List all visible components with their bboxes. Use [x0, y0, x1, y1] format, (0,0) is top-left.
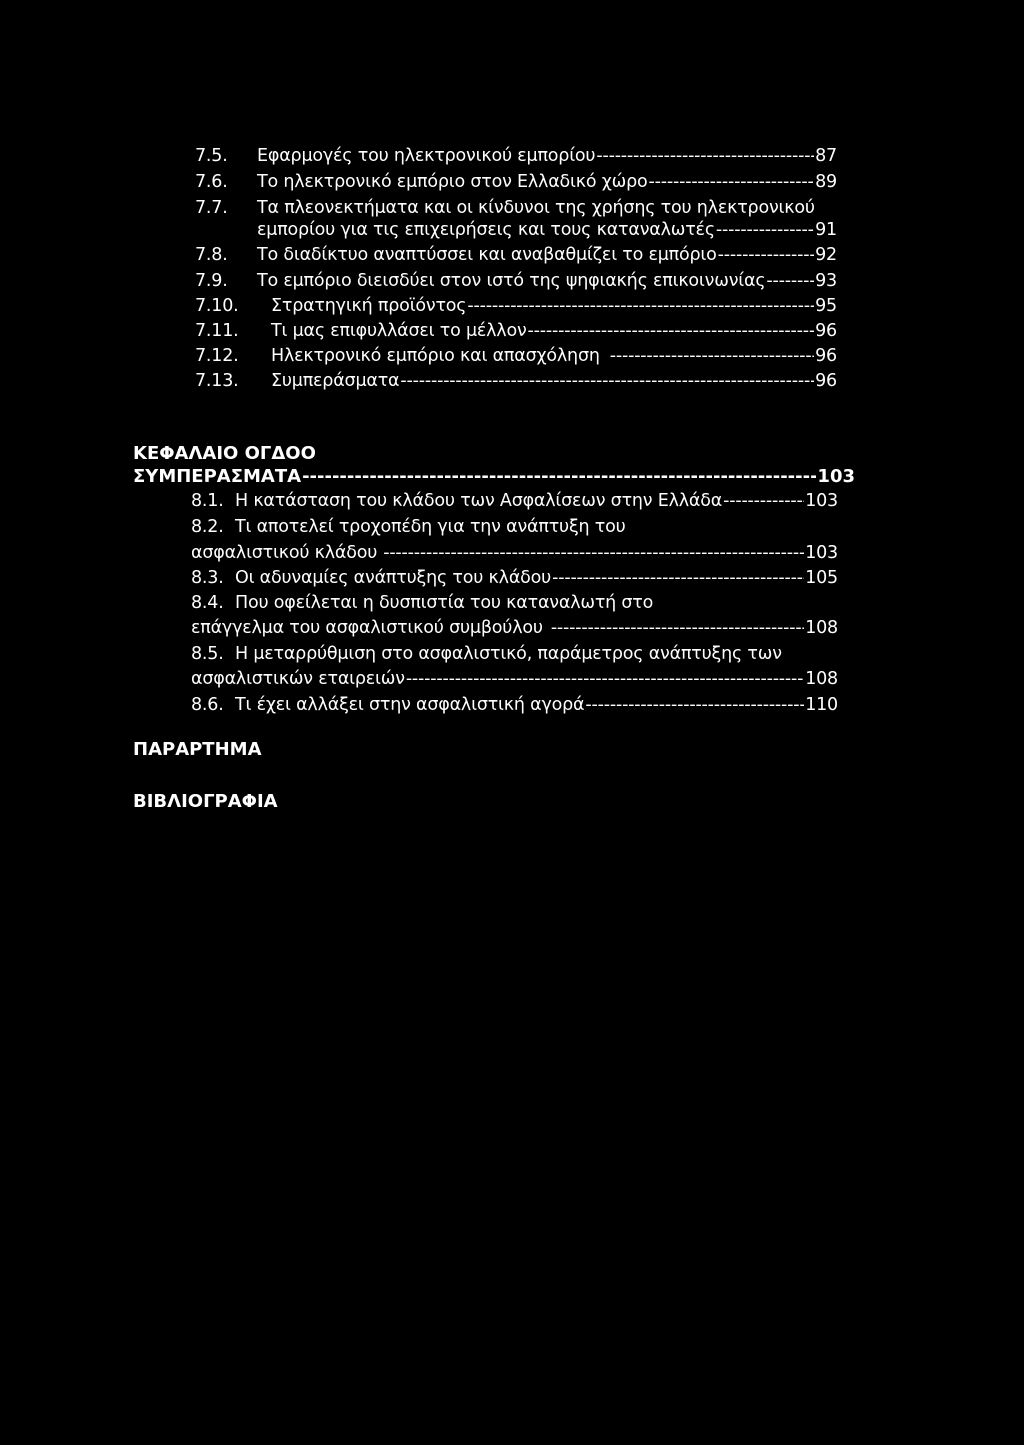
dot-leader [552, 570, 804, 588]
entry-number: 8.5. [191, 644, 224, 664]
dot-leader [649, 174, 815, 192]
page-number: 96 [815, 321, 837, 341]
entry-title: Στρατηγική προϊόντος [271, 296, 467, 316]
toc-entry-7-11[interactable] [195, 323, 837, 341]
dot-leader [716, 222, 814, 240]
page-number: 87 [815, 146, 837, 166]
page-number: 96 [815, 346, 837, 366]
bibliography-heading[interactable]: ΒΙΒΛΙΟΓΡΑΦΙΑ [133, 791, 278, 812]
dot-leader [406, 671, 804, 689]
entry-number: 7.12. [195, 346, 239, 366]
entry-number: 7.13. [195, 371, 239, 391]
dot-leader [467, 298, 814, 316]
page-number: 108 [805, 669, 838, 689]
page-number: 93 [815, 271, 837, 291]
appendix-heading[interactable]: ΠΑΡΑΡΤΗΜΑ [133, 739, 262, 760]
toc-entry-8-2[interactable] [191, 519, 838, 537]
dot-leader [610, 348, 814, 366]
entry-title-continued: ασφαλιστικών εταιρειών [191, 669, 405, 689]
page-number: 108 [805, 618, 838, 638]
page-number: 92 [815, 245, 837, 265]
toc-entry-7-7-cont[interactable] [257, 222, 837, 240]
entry-title: Η κατάσταση του κλάδου των Ασφαλίσεων στην Ελλάδα [235, 491, 723, 511]
chapter-title: ΣΥΜΠΕΡΑΣΜΑΤΑ [133, 466, 302, 487]
page-number: 96 [815, 371, 837, 391]
entry-number: 8.4. [191, 593, 224, 613]
dot-leader [596, 148, 814, 166]
entry-number: 7.10. [195, 296, 239, 316]
dot-leader [585, 697, 804, 715]
entry-title: Που οφείλεται η δυσπιστία του καταναλωτή στο [235, 593, 654, 613]
entry-title: Τι μας επιφυλλάσει το μέλλον [271, 321, 527, 341]
toc-entry-7-10[interactable] [195, 298, 837, 316]
entry-title: Τι αποτελεί τροχοπέδη για την ανάπτυξη του [235, 517, 626, 537]
entry-number: 8.6. [191, 695, 224, 715]
toc-entry-7-8[interactable] [195, 247, 837, 265]
toc-entry-8-5-cont[interactable] [191, 671, 838, 689]
toc-entry-7-6[interactable] [195, 174, 837, 192]
page-number: 103 [805, 491, 838, 511]
toc-entry-8-2-cont[interactable] [191, 545, 838, 563]
dot-leader [551, 620, 804, 638]
toc-entry-7-5[interactable] [195, 148, 837, 166]
entry-number: 8.2. [191, 517, 224, 537]
entry-title: Οι αδυναμίες ανάπτυξης του κλάδου [235, 568, 552, 588]
entry-title: Συμπεράσματα [271, 371, 400, 391]
page-number: 103 [805, 543, 838, 563]
entry-number: 7.9. [195, 271, 228, 291]
dot-leader [302, 468, 816, 486]
page-number: 110 [805, 695, 838, 715]
dot-leader [723, 493, 804, 511]
page-number: 89 [815, 172, 837, 192]
entry-number: 8.3. [191, 568, 224, 588]
entry-title-continued: επάγγελμα του ασφαλιστικού συμβούλου [191, 618, 543, 638]
dot-leader [528, 323, 815, 341]
entry-number: 7.11. [195, 321, 239, 341]
toc-entry-7-13[interactable] [195, 373, 837, 391]
entry-number: 7.8. [195, 245, 228, 265]
toc-entry-8-6[interactable] [191, 697, 838, 715]
page-number: 91 [815, 220, 837, 240]
toc-entry-8-4-cont[interactable] [191, 620, 838, 638]
entry-title: Το εμπόριο διεισδύει στον ιστό της ψηφιακής επικοινωνίας [257, 271, 766, 291]
entry-title: Το ηλεκτρονικό εμπόριο στον Ελλαδικό χώρο [257, 172, 648, 192]
toc-entry-7-7[interactable] [195, 200, 855, 218]
entry-title: Το διαδίκτυο αναπτύσσει και αναβαθμίζει το εμπόριο [257, 245, 717, 265]
toc-entry-8-4[interactable] [191, 595, 838, 613]
entry-title: Τι έχει αλλάξει στην ασφαλιστική αγορά [235, 695, 585, 715]
page-number: 95 [815, 296, 837, 316]
entry-number: 7.7. [195, 198, 228, 218]
chapter-8-title-entry[interactable] [133, 468, 855, 486]
chapter-8-heading: ΚΕΦΑΛΑΙΟ ΟΓΔΟΟ [133, 443, 316, 464]
toc-entry-7-12[interactable] [195, 348, 837, 366]
entry-number: 7.6. [195, 172, 228, 192]
page-number: 103 [817, 466, 855, 487]
entry-title-continued: ασφαλιστικού κλάδου [191, 543, 378, 563]
dot-leader [766, 273, 814, 291]
entry-title: Τα πλεονεκτήματα και οι κίνδυνοι της χρήσης του ηλεκτρονικού [257, 198, 815, 218]
dot-leader [383, 545, 804, 563]
toc-entry-7-9[interactable] [195, 273, 837, 291]
entry-number: 7.5. [195, 146, 228, 166]
entry-title: Ηλεκτρονικό εμπόριο και απασχόληση [271, 346, 600, 366]
entry-title: Εφαρμογές του ηλεκτρονικού εμπορίου [257, 146, 596, 166]
page-number: 105 [805, 568, 838, 588]
entry-title: Η μεταρρύθμιση στο ασφαλιστικό, παράμετρος ανάπτυξης των [235, 644, 782, 664]
toc-entry-8-5[interactable] [191, 646, 838, 664]
dot-leader [718, 247, 814, 265]
dot-leader [400, 373, 814, 391]
entry-number: 8.1. [191, 491, 224, 511]
toc-entry-8-1[interactable] [191, 493, 838, 511]
entry-title-continued: εμπορίου για τις επιχειρήσεις και τους καταναλωτές [257, 220, 715, 240]
toc-entry-8-3[interactable] [191, 570, 838, 588]
